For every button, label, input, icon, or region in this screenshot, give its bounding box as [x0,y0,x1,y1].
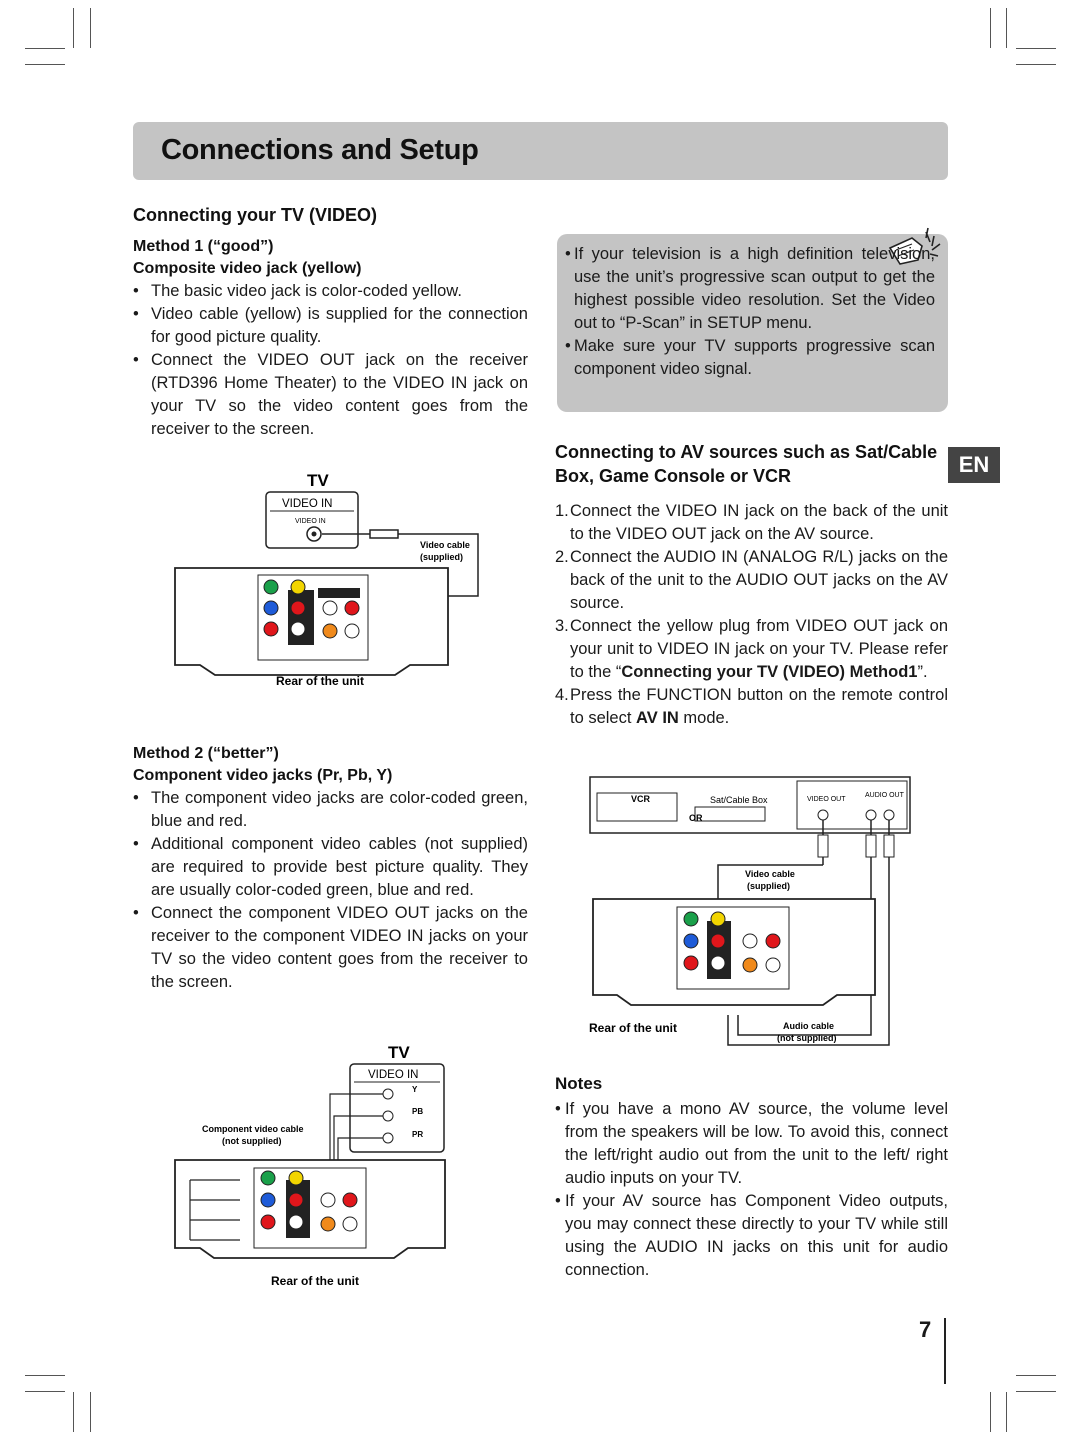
video-in-label: VIDEO IN [282,498,333,510]
crop-mark [73,1392,74,1432]
crop-mark [1006,8,1007,48]
method2-section [133,743,528,994]
section-title-av-sources-2: Box, Game Console or VCR [555,466,792,486]
audio-cable-label: (not supplied) [777,1033,837,1043]
page-number-rule [944,1318,946,1384]
list-item: • If you have a mono AV source, the volume level from the speakers will be low. To avoid this, connect the left/right audio out from the unit to the left/ right audio inputs on your TV. [555,1098,948,1190]
list-item: 4. Press the FUNCTION button on the remote control to select AV IN mode. [555,686,948,727]
jack-red [264,622,278,636]
or-label: OR [689,813,703,823]
jack-yellow [711,912,725,926]
vcr-label: VCR [631,794,651,804]
right-column [555,440,948,730]
list-item: 2. Connect the AUDIO IN (ANALOG R/L) jacks on the back of the unit to the AUDIO OUT jacks on the AV source. [555,548,948,612]
cable-label: (supplied) [747,881,790,891]
cable-label: (supplied) [420,552,463,562]
tv-jack [383,1111,393,1121]
audio-in-block [286,1180,310,1238]
sat-label: Sat/Cable Box [710,795,768,805]
method1-subtitle: Composite video jack (yellow) [133,260,362,277]
jack-orange [321,1217,335,1231]
jack-white [323,601,337,615]
tv-out-block [318,588,360,598]
method2-title: Method 2 (“better”) [133,745,279,762]
section-title-av-sources: Connecting to AV sources such as Sat/Cable [555,442,938,462]
rear-caption: Rear of the unit [270,1274,360,1288]
list-item: • Connect the VIDEO OUT jack on the receiver (RTD396 Home Theater) to the VIDEO IN jack on your TV so the video content goes from the receiver to the screen. [133,349,528,441]
list-item: 3. Connect the yellow plug from VIDEO OUT jack on your unit to VIDEO IN jack on your TV. Please refer to the “Connecting your TV (VIDEO) Method1”. [555,617,948,681]
jack-red [684,956,698,970]
cable-plug [818,835,828,857]
cable-label: (not supplied) [222,1136,282,1146]
audio-cable-label: Audio cable [783,1021,835,1031]
jack-white [345,624,359,638]
list-item: • If your television is a high definition television, use the unit’s progressive scan output to get the highest possible video resolution. Set the Video out to “P-Scan” in SETUP menu. [565,243,935,335]
list-item: • The basic video jack is color-coded yellow. [133,280,528,303]
method1-bullets [133,280,528,441]
tv-label: TV [307,471,329,490]
jack-red [289,1193,303,1207]
jack-pb-label: PB [412,1107,424,1116]
rear-caption: Rear of the unit [275,674,365,688]
video-out-label: VIDEO OUT [807,796,846,803]
audio-in-block [288,590,314,645]
notes-section [555,1073,948,1282]
method1-title: Method 1 (“good”) [133,238,274,255]
method2-subtitle: Component video jacks (Pr, Pb, Y) [133,767,393,784]
rear-caption: Rear of the unit [589,1021,678,1035]
video-in-small-label: VIDEO IN [295,518,326,525]
jack-pin [312,532,317,537]
cable-label: Video cable [420,540,470,550]
crop-mark [1016,48,1056,49]
cable-plug [884,835,894,857]
method2-bullets [133,787,528,994]
crop-mark [990,1392,991,1432]
component-connection-diagram [170,1040,460,1295]
jack-green [261,1171,275,1185]
jack-yellow [291,580,305,594]
language-tab: EN [948,447,1000,483]
cable-plug [866,835,876,857]
composite-connection-diagram [170,470,490,700]
jack-green [264,580,278,594]
crop-mark [1016,64,1056,65]
av-source-connection-diagram [585,775,915,1050]
tip-box [557,234,948,412]
jack-yellow [289,1171,303,1185]
source-jack [884,810,894,820]
crop-mark [1006,1392,1007,1432]
crop-mark [25,1375,65,1376]
jack-red [711,934,725,948]
jack-white [291,622,305,636]
jack-red [766,934,780,948]
notes-title: Notes [555,1074,603,1093]
page-number: 7 [919,1317,932,1342]
crop-mark [25,1391,65,1392]
page-title: Connections and Setup [161,134,479,166]
cable-label: Component video cable [202,1124,304,1134]
video-in-label: VIDEO IN [368,1069,419,1081]
crop-mark [90,8,91,48]
tv-jack [383,1133,393,1143]
left-column [133,205,528,441]
crop-mark [25,64,65,65]
list-item: • The component video jacks are color-coded green, blue and red. [133,787,528,833]
crop-mark [90,1392,91,1432]
jack-red [343,1193,357,1207]
list-item: • Additional component video cables (not supplied) are required to provide best picture quality. They are usually color-coded green, blue and red. [133,833,528,902]
jack-white [766,958,780,972]
audio-out-label: AUDIO OUT [865,792,904,799]
jack-y-label: Y [412,1085,418,1094]
jack-red [345,601,359,615]
jack-white [343,1217,357,1231]
list-item: • If your AV source has Component Video outputs, you may connect these directly to your TV while still using the AUDIO IN jacks on this unit for audio connection. [555,1190,948,1282]
jack-green [684,912,698,926]
list-item: • Make sure your TV supports progressive scan component video signal. [565,335,935,381]
list-item: • Video cable (yellow) is supplied for the connection for good picture quality. [133,303,528,349]
crop-mark [1016,1391,1056,1392]
source-jack [818,810,828,820]
section-title-tv-video: Connecting your TV (VIDEO) [133,205,378,225]
jack-pr-label: PR [412,1130,424,1139]
jack-white [743,934,757,948]
tip-bullets [565,243,935,381]
jack-white [321,1193,335,1207]
jack-red [261,1215,275,1229]
crop-mark [25,48,65,49]
jack-red [291,601,305,615]
jack-blue [261,1193,275,1207]
tv-jack [383,1089,393,1099]
output-panel [797,781,907,829]
tv-label: TV [388,1043,410,1062]
jack-blue [684,934,698,948]
crop-mark [73,8,74,48]
crop-mark [1016,1375,1056,1376]
jack-orange [323,624,337,638]
source-jack [866,810,876,820]
cable-label: Video cable [745,869,795,879]
header-bar [133,122,948,180]
jack-orange [743,958,757,972]
notes-list [555,1098,948,1282]
list-item: 1. Connect the VIDEO IN jack on the back of the unit to the VIDEO OUT jack on the AV source. [555,502,948,543]
jack-white [289,1215,303,1229]
jack-white [711,956,725,970]
jack-blue [264,601,278,615]
steps-list [555,500,948,730]
crop-mark [990,8,991,48]
sat-device [695,807,765,821]
list-item: • Connect the component VIDEO OUT jacks on the receiver to the component VIDEO IN jacks on your TV so the video content goes from the receiver to the screen. [133,902,528,994]
